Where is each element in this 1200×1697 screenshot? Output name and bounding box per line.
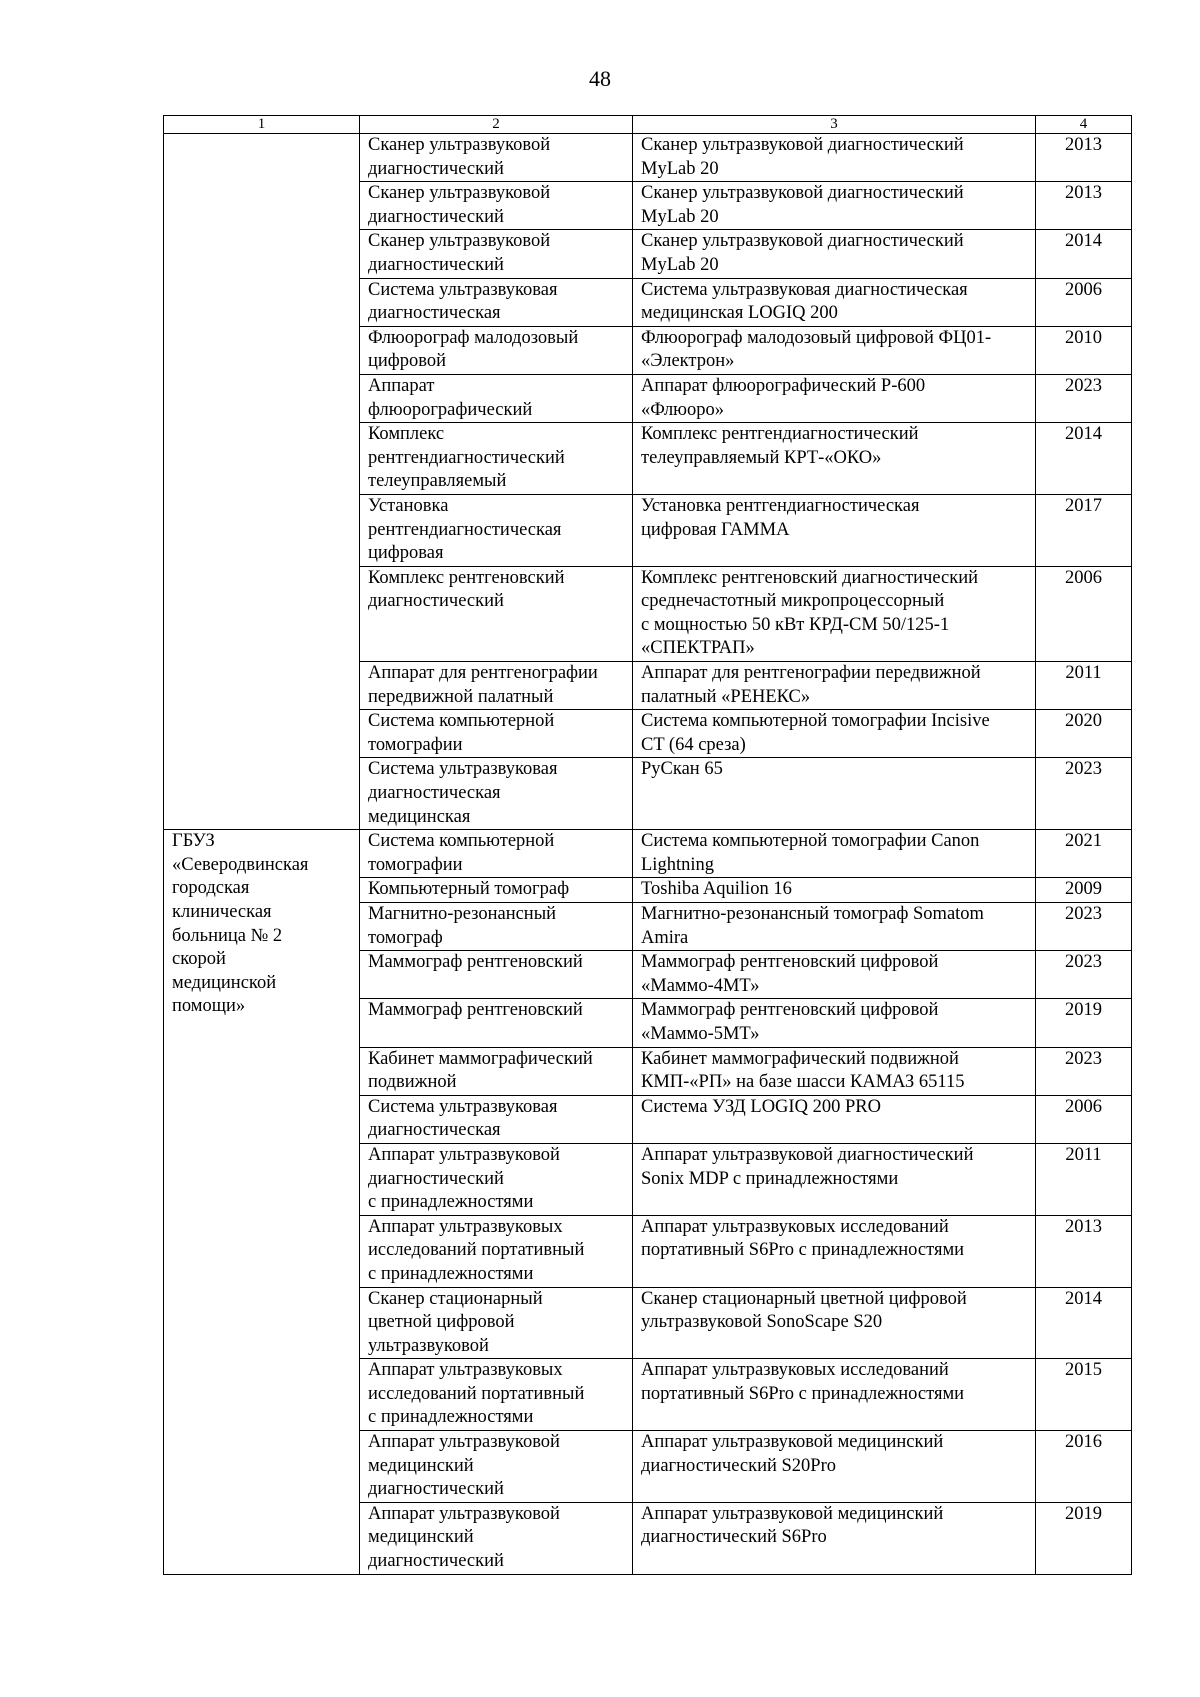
year-cell: 2020 xyxy=(1036,710,1132,758)
year-cell: 2011 xyxy=(1036,662,1132,710)
equipment-model-cell: Система компьютерной томографии Canon Lightning xyxy=(633,830,1036,878)
equipment-type-cell: Комплекс рентгендиагностический телеуправляемый xyxy=(360,423,633,495)
table-header-row xyxy=(164,116,1132,134)
year-cell: 2006 xyxy=(1036,566,1132,661)
equipment-model-cell: Toshiba Aquilion 16 xyxy=(633,878,1036,903)
equipment-type-cell: Флюорограф малодозовый цифровой xyxy=(360,326,633,374)
year-cell: 2023 xyxy=(1036,951,1132,999)
column-header: 1 xyxy=(164,116,360,134)
equipment-model-cell: Магнитно-резонансный томограф Somatom Amira xyxy=(633,903,1036,951)
equipment-type-cell: Аппарат ультразвуковой медицинский диагностический xyxy=(360,1431,633,1503)
equipment-model-cell: Сканер стационарный цветной цифровой ультразвуковой SonoScape S20 xyxy=(633,1287,1036,1359)
equipment-type-cell: Сканер ультразвуковой диагностический xyxy=(360,230,633,278)
organization-cell: ГБУЗ «Северодвинская городская клиническая больница № 2 скорой медицинской помощи» xyxy=(164,830,360,1574)
equipment-model-cell: Сканер ультразвуковой диагностический MyLab 20 xyxy=(633,230,1036,278)
equipment-type-cell: Аппарат ультразвуковых исследований портативный с принадлежностями xyxy=(360,1359,633,1431)
equipment-type-cell: Установка рентгендиагностическая цифровая xyxy=(360,494,633,566)
equipment-model-cell: Маммограф рентгеновский цифровой «Маммо-4МТ» xyxy=(633,951,1036,999)
equipment-model-cell: Аппарат для рентгенографии передвижной палатный «РЕНЕКС» xyxy=(633,662,1036,710)
equipment-model-cell: Аппарат ультразвуковой диагностический Sonix MDP с принадлежностями xyxy=(633,1143,1036,1215)
equipment-type-cell: Компьютерный томограф xyxy=(360,878,633,903)
equipment-model-cell: Кабинет маммографический подвижной КМП-«РП» на базе шасси КАМАЗ 65115 xyxy=(633,1047,1036,1095)
equipment-model-cell: Маммограф рентгеновский цифровой «Маммо-5МТ» xyxy=(633,999,1036,1047)
equipment-type-cell: Сканер ультразвуковой диагностический xyxy=(360,182,633,230)
equipment-model-cell: РуСкан 65 xyxy=(633,758,1036,830)
year-cell: 2006 xyxy=(1036,278,1132,326)
year-cell: 2014 xyxy=(1036,1287,1132,1359)
equipment-type-cell: Аппарат флюорографический xyxy=(360,374,633,422)
equipment-type-cell: Система компьютерной томографии xyxy=(360,830,633,878)
year-cell: 2013 xyxy=(1036,182,1132,230)
equipment-type-cell: Маммограф рентгеновский xyxy=(360,999,633,1047)
equipment-model-cell: Флюорограф малодозовый цифровой ФЦ01- «Электрон» xyxy=(633,326,1036,374)
equipment-type-cell: Аппарат ультразвуковой диагностический с принадлежностями xyxy=(360,1143,633,1215)
equipment-type-cell: Маммограф рентгеновский xyxy=(360,951,633,999)
equipment-model-cell: Аппарат ультразвуковой медицинский диагностический S20Pro xyxy=(633,1431,1036,1503)
year-cell: 2014 xyxy=(1036,423,1132,495)
equipment-type-cell: Система ультразвуковая диагностическая медицинская xyxy=(360,758,633,830)
year-cell: 2014 xyxy=(1036,230,1132,278)
year-cell: 2013 xyxy=(1036,1215,1132,1287)
table-row xyxy=(164,134,1132,182)
equipment-table xyxy=(163,115,1132,1575)
year-cell: 2013 xyxy=(1036,134,1132,182)
equipment-model-cell: Аппарат флюорографический Р-600 «Флюоро» xyxy=(633,374,1036,422)
equipment-type-cell: Аппарат ультразвуковых исследований портативный с принадлежностями xyxy=(360,1215,633,1287)
year-cell: 2016 xyxy=(1036,1431,1132,1503)
equipment-model-cell: Комплекс рентгеновский диагностический среднечастотный микропроцессорный с мощностью 50 кВт КРД-СМ 50/125-1 «СПЕКТРАП» xyxy=(633,566,1036,661)
year-cell: 2009 xyxy=(1036,878,1132,903)
year-cell: 2006 xyxy=(1036,1095,1132,1143)
page-number: 48 xyxy=(589,66,611,91)
table-row xyxy=(164,830,1132,878)
equipment-type-cell: Система ультразвуковая диагностическая xyxy=(360,278,633,326)
year-cell: 2019 xyxy=(1036,999,1132,1047)
column-header: 2 xyxy=(360,116,633,134)
equipment-type-cell: Комплекс рентгеновский диагностический xyxy=(360,566,633,661)
equipment-model-cell: Аппарат ультразвуковых исследований портативный S6Pro с принадлежностями xyxy=(633,1359,1036,1431)
year-cell: 2017 xyxy=(1036,494,1132,566)
equipment-model-cell: Система ультразвуковая диагностическая медицинская LOGIQ 200 xyxy=(633,278,1036,326)
year-cell: 2023 xyxy=(1036,903,1132,951)
equipment-model-cell: Сканер ультразвуковой диагностический MyLab 20 xyxy=(633,182,1036,230)
year-cell: 2019 xyxy=(1036,1502,1132,1574)
equipment-type-cell: Аппарат для рентгенографии передвижной палатный xyxy=(360,662,633,710)
equipment-model-cell: Аппарат ультразвуковых исследований портативный S6Pro с принадлежностями xyxy=(633,1215,1036,1287)
equipment-model-cell: Сканер ультразвуковой диагностический MyLab 20 xyxy=(633,134,1036,182)
year-cell: 2015 xyxy=(1036,1359,1132,1431)
year-cell: 2021 xyxy=(1036,830,1132,878)
equipment-model-cell: Аппарат ультразвуковой медицинский диагностический S6Pro xyxy=(633,1502,1036,1574)
year-cell: 2023 xyxy=(1036,758,1132,830)
equipment-type-cell: Сканер стационарный цветной цифровой ультразвуковой xyxy=(360,1287,633,1359)
equipment-type-cell: Магнитно-резонансный томограф xyxy=(360,903,633,951)
equipment-model-cell: Установка рентгендиагностическая цифровая ГАММА xyxy=(633,494,1036,566)
year-cell: 2010 xyxy=(1036,326,1132,374)
equipment-model-cell: Система УЗД LOGIQ 200 PRO xyxy=(633,1095,1036,1143)
year-cell: 2023 xyxy=(1036,374,1132,422)
organization-cell xyxy=(164,134,360,830)
equipment-model-cell: Комплекс рентгендиагностический телеуправляемый КРТ-«ОКО» xyxy=(633,423,1036,495)
equipment-type-cell: Аппарат ультразвуковой медицинский диагностический xyxy=(360,1502,633,1574)
equipment-type-cell: Система ультразвуковая диагностическая xyxy=(360,1095,633,1143)
year-cell: 2011 xyxy=(1036,1143,1132,1215)
column-header: 3 xyxy=(633,116,1036,134)
column-header: 4 xyxy=(1036,116,1132,134)
equipment-type-cell: Сканер ультразвуковой диагностический xyxy=(360,134,633,182)
year-cell: 2023 xyxy=(1036,1047,1132,1095)
equipment-type-cell: Система компьютерной томографии xyxy=(360,710,633,758)
equipment-type-cell: Кабинет маммографический подвижной xyxy=(360,1047,633,1095)
equipment-model-cell: Система компьютерной томографии Incisive CT (64 среза) xyxy=(633,710,1036,758)
